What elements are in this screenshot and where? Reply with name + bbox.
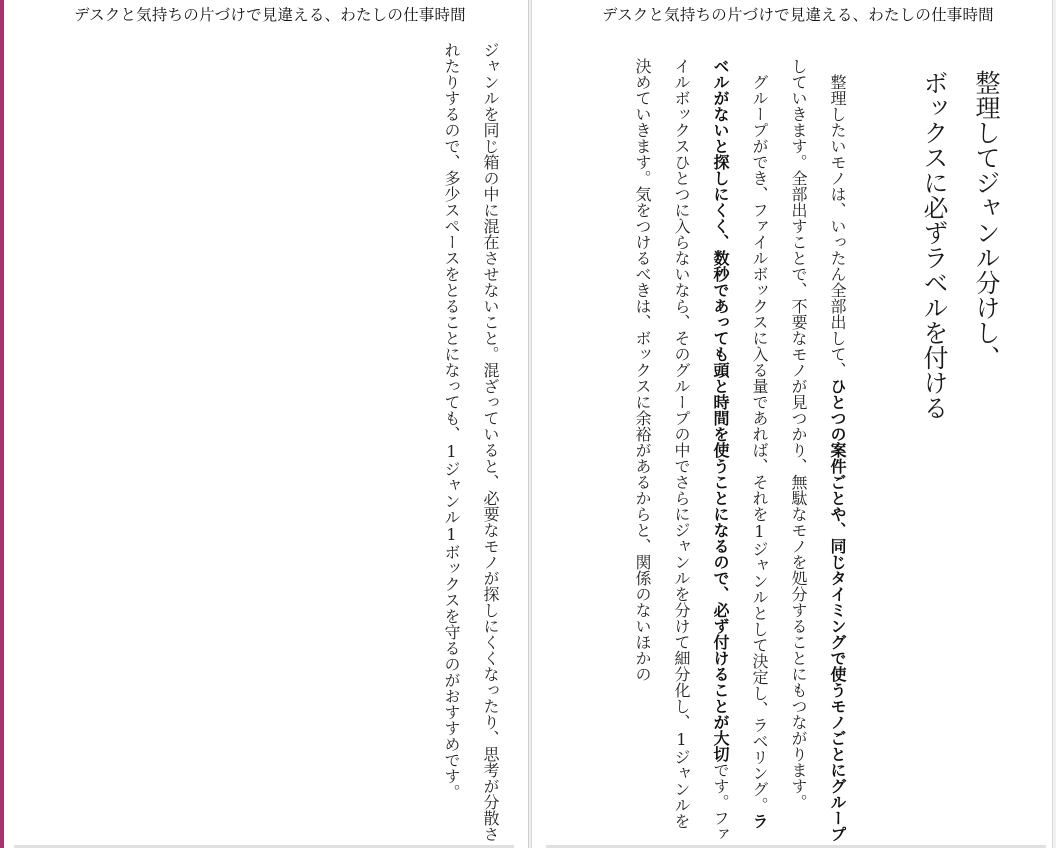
section-heading-line-2: ボックスに必ずラベルを付ける [920, 70, 949, 420]
paragraph-1-text-a: 整理したいモノは、いったん全部出して、 [828, 74, 847, 378]
running-head-left: デスクと気持ちの片づけで見違える、わたしの仕事時間 [74, 6, 466, 24]
right-page [532, 0, 1052, 848]
paragraph-2-text-a: グループができ、ファイルボックスに入る量であれば、それを1ジャンルとして決定し、ラベリング。 [750, 74, 769, 813]
left-page-paragraph: ジャンルを同じ箱の中に混在させないこと。混ざっていると、必要なモノが探しにくくなったり、思考が分散されたりするので、多少スペースをとることになっても、1ジャンル1ボックスを守るのがおすすめです。 [442, 42, 500, 842]
paragraph-1-emphasis: ひとつの案件ごとや、同じタイミングで使うモノごとにグループ [828, 378, 847, 842]
reader-right-edge [1052, 0, 1056, 848]
paragraph-1-text-b: していきます。全部出すことで、不要なモノが見つかり、無駄なモノを処分することにもつながります。 [789, 58, 808, 810]
paragraph-2-text-b: です。ファイルボックスひとつに入らないなら、そのグループの中でさらにジャンルを分けて細分化し、1ジャンルを決めていきます。気をつけるべきは、ボックスに余裕があるからと、関係のないほかの [633, 58, 730, 842]
running-head-right: デスクと気持ちの片づけで見違える、わたしの仕事時間 [602, 6, 994, 24]
section-heading-line-1: 整理してジャンル分けし、 [972, 70, 1001, 370]
paragraph-2-emphasis: ラベルがないと探しにくく、数秒であっても頭と時間を使うことになるので、必ず付けることが大切 [711, 58, 769, 829]
section-heading [912, 70, 1012, 430]
paragraph-2 [623, 58, 779, 842]
left-page [4, 0, 528, 848]
right-page-body [587, 42, 857, 842]
paragraph-1 [779, 58, 857, 842]
left-page-body [100, 42, 510, 842]
